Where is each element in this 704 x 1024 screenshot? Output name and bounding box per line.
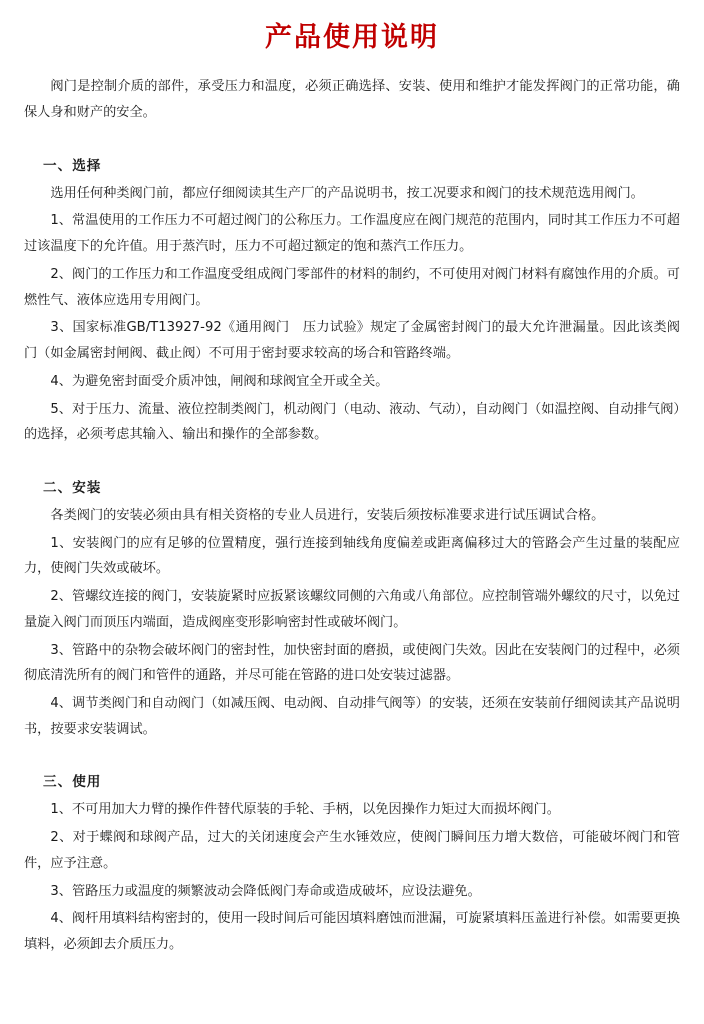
paragraph: 5、对于压力、流量、液位控制类阀门，机动阀门（电动、液动、气动），自动阀门（如温控阀、自动排气阀）的选择，必须考虑其输入、输出和操作的全部参数。 [24,401,680,443]
section-usage [24,770,680,957]
paragraph: 3、国家标准GB/T13927-92《通用阀门 压力试验》规定了金属密封阀门的最大允许泄漏量。因此该类阀门（如金属密封闸阀、截止阀）不可用于密封要求较高的场合和管路终端。 [24,320,680,362]
section-installation [24,476,680,742]
paragraph: 2、管螺纹连接的阀门，安装旋紧时应扳紧该螺纹同侧的六角或八角部位。应控制管端外螺纹的尺寸，以免过量旋入阀门而顶压内端面，造成阀座变形影响密封性或破坏阀门。 [24,589,680,630]
paragraph: 3、管路压力或温度的频繁波动会降低阀门寿命或造成破坏，应设法避免。 [50,883,481,899]
section-heading-usage: 三、使用 [43,774,102,791]
paragraph: 2、对于蝶阀和球阀产品，过大的关闭速度会产生水锤效应，使阀门瞬间压力增大数倍，可能破坏阀门和管件，应予注意。 [24,830,680,871]
paragraph: 4、阀杆用填料结构密封的，使用一段时间后可能因填料磨蚀而泄漏，可旋紧填料压盖进行补偿。如需要更换填料，必须卸去介质压力。 [24,911,680,952]
section-heading-installation: 二、安装 [43,480,102,497]
paragraph: 1、安装阀门的应有足够的位置精度，强行连接到轴线角度偏差或距离偏移过大的管路会产生过量的装配应力，使阀门失效或破坏。 [24,535,680,577]
intro-paragraph: 阀门是控制介质的部件，承受压力和温度，必须正确选择、安装、使用和维护才能发挥阀门的正常功能，确保人身和财产的安全。 [24,79,680,121]
paragraph: 2、阀门的工作压力和工作温度受组成阀门零部件的材料的制约，不可使用对阀门材料有腐蚀作用的介质。可燃性气、液体应选用专用阀门。 [24,266,680,308]
paragraph: 各类阀门的安装必须由具有相关资格的专业人员进行，安装后须按标准要求进行试压调试合格。 [50,507,605,523]
paragraph: 选用任何种类阀门前，都应仔细阅读其生产厂的产品说明书，按工况要求和阀门的技术规范选用阀门。 [50,185,644,201]
paragraph: 3、管路中的杂物会破坏阀门的密封性，加快密封面的磨损，或使阀门失效。因此在安装阀门的过程中，必须彻底清洗所有的阀门和管件的通路，并尽可能在管路的进口处安装过滤器。 [24,642,680,684]
intro-block [24,74,680,125]
paragraph: 4、为避免密封面受介质冲蚀，闸阀和球阀宜全开或全关。 [50,373,389,389]
paragraph: 1、常温使用的工作压力不可超过阀门的公称压力。工作温度应在阀门规范的范围内，同时其工作压力不可超过该温度下的允许值。用于蒸汽时，压力不可超过额定的饱和蒸汽工作压力。 [24,213,680,255]
spacer [24,744,680,756]
spacer [24,450,680,462]
paragraph: 1、不可用加大力臂的操作件替代原装的手轮、手柄，以免因操作力矩过大而损坏阀门。 [50,802,560,818]
spacer [24,128,680,140]
section-heading-selection: 一、选择 [43,157,102,174]
page-title: 产品使用说明 [265,22,439,53]
paragraph: 4、调节类阀门和自动阀门（如减压阀、电动阀、自动排气阀等）的安装，还须在安装前仔细阅读其产品说明书，按要求安装调试。 [24,696,680,737]
section-selection [24,154,680,448]
